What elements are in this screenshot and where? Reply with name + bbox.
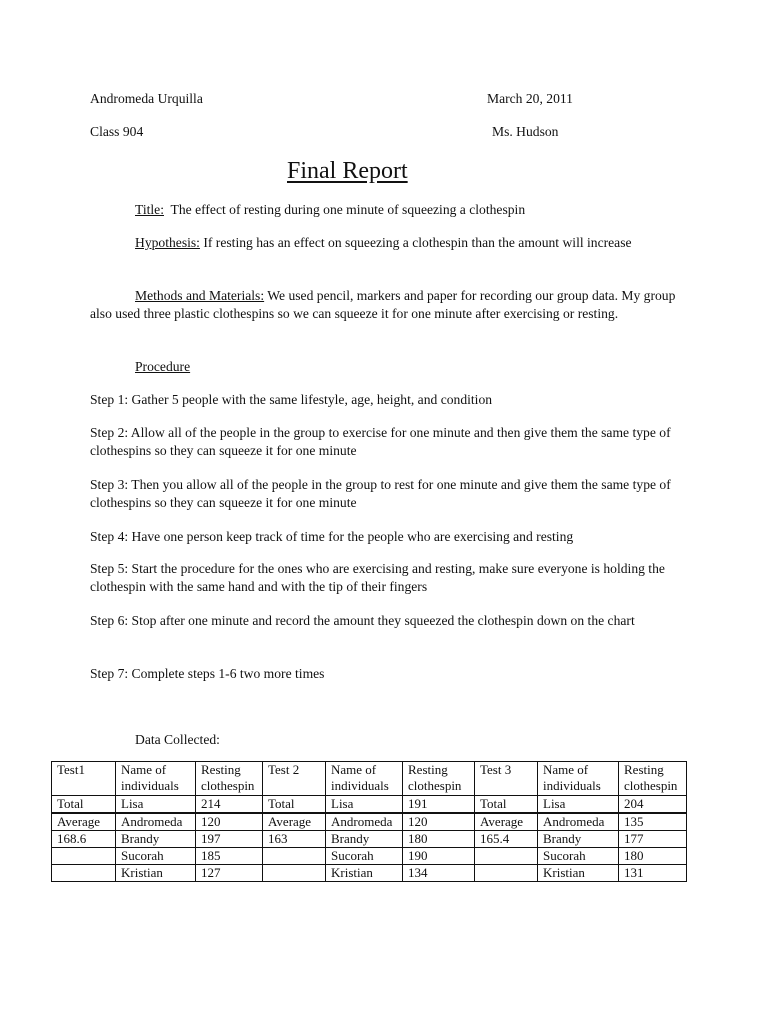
table-cell: 180	[403, 831, 475, 848]
table-cell: Andromeda	[538, 813, 619, 831]
table-cell: 165.4	[475, 831, 538, 848]
table-cell: Test 3	[475, 762, 538, 796]
table-cell: Name of individuals	[326, 762, 403, 796]
author-name: Andromeda Urquilla	[90, 91, 203, 106]
table-cell	[263, 865, 326, 882]
table-row	[52, 848, 687, 865]
step-1: Step 1: Gather 5 people with the same lifestyle, age, height, and condition	[90, 392, 493, 407]
table-row	[52, 831, 687, 848]
table-row	[52, 813, 687, 831]
table-cell: Average	[263, 813, 326, 831]
table-cell: 131	[619, 865, 687, 882]
table-cell: Lisa	[538, 796, 619, 814]
step-5: Step 5: Start the procedure for the ones who are exercising and resting, make sure everyone is holding the clothespin with the same hand and with the tip of their fingers	[90, 561, 665, 594]
title-label: Title:	[135, 202, 164, 217]
hypothesis-label: Hypothesis:	[135, 235, 200, 250]
table-cell: Sucorah	[538, 848, 619, 865]
table-cell: 168.6	[52, 831, 116, 848]
table-cell: Kristian	[116, 865, 196, 882]
methods-label: Methods and Materials:	[135, 288, 265, 303]
page-title: Final Report	[287, 158, 408, 184]
table-cell: Kristian	[538, 865, 619, 882]
hypothesis-text: If resting has an effect on squeezing a clothespin than the amount will increase	[203, 235, 632, 250]
hypothesis-section	[90, 234, 680, 252]
table-row	[52, 796, 687, 814]
table-cell: Brandy	[326, 831, 403, 848]
table-cell: 163	[263, 831, 326, 848]
methods-section	[90, 287, 690, 323]
step-2: Step 2: Allow all of the people in the group to exercise for one minute and then give them the same type of clothespins so they can squeeze it for one minute	[90, 425, 671, 458]
table-cell: 120	[196, 813, 263, 831]
table-cell: Kristian	[326, 865, 403, 882]
title-section	[90, 201, 680, 219]
table-cell: Lisa	[116, 796, 196, 814]
table-cell: Andromeda	[326, 813, 403, 831]
table-cell: 197	[196, 831, 263, 848]
table-header-row	[52, 762, 687, 796]
title-text: The effect of resting during one minute of squeezing a clothespin	[170, 202, 526, 217]
table-cell: 120	[403, 813, 475, 831]
table-cell	[52, 865, 116, 882]
table-cell: Andromeda	[116, 813, 196, 831]
table-cell: 177	[619, 831, 687, 848]
table-cell: Test1	[52, 762, 116, 796]
table-cell: Average	[52, 813, 116, 831]
table-cell: Resting clothespin	[619, 762, 687, 796]
table-cell: Resting clothespin	[403, 762, 475, 796]
table-cell: Test 2	[263, 762, 326, 796]
data-table	[51, 761, 687, 882]
data-collected-label: Data Collected:	[135, 732, 220, 747]
table-cell	[52, 848, 116, 865]
procedure-label: Procedure	[135, 359, 191, 374]
table-cell	[475, 865, 538, 882]
step-7: Step 7: Complete steps 1-6 two more times	[90, 666, 325, 681]
table-cell: Brandy	[116, 831, 196, 848]
table-cell: 185	[196, 848, 263, 865]
table-row	[52, 865, 687, 882]
table-cell: Sucorah	[116, 848, 196, 865]
methods-text: We used pencil, markers and paper for recording our group data. My group also used three plastic clothespins so we can squeeze it for one minute after exercising or resting.	[90, 288, 676, 321]
step-6: Step 6: Stop after one minute and record the amount they squeezed the clothespin down on the chart	[90, 613, 635, 628]
table-cell: Total	[475, 796, 538, 814]
table-cell: 127	[196, 865, 263, 882]
class-name: Class 904	[90, 124, 144, 139]
table-cell: 180	[619, 848, 687, 865]
teacher-name: Ms. Hudson	[492, 124, 559, 139]
table-cell: 191	[403, 796, 475, 814]
table-cell: Name of individuals	[116, 762, 196, 796]
table-cell: Sucorah	[326, 848, 403, 865]
table-cell	[475, 848, 538, 865]
table-cell: Name of individuals	[538, 762, 619, 796]
table-cell: 190	[403, 848, 475, 865]
report-date: March 20, 2011	[487, 91, 573, 106]
table-cell	[263, 848, 326, 865]
table-cell: Resting clothespin	[196, 762, 263, 796]
table-cell: Total	[263, 796, 326, 814]
step-3: Step 3: Then you allow all of the people in the group to rest for one minute and give them the same type of clothespins so they can squeeze it for one minute	[90, 477, 671, 510]
table-cell: Brandy	[538, 831, 619, 848]
table-cell: 134	[403, 865, 475, 882]
table-cell: Lisa	[326, 796, 403, 814]
table-cell: 204	[619, 796, 687, 814]
table-cell: 214	[196, 796, 263, 814]
step-4: Step 4: Have one person keep track of time for the people who are exercising and resting	[90, 529, 574, 544]
table-cell: 135	[619, 813, 687, 831]
table-cell: Total	[52, 796, 116, 814]
table-cell: Average	[475, 813, 538, 831]
